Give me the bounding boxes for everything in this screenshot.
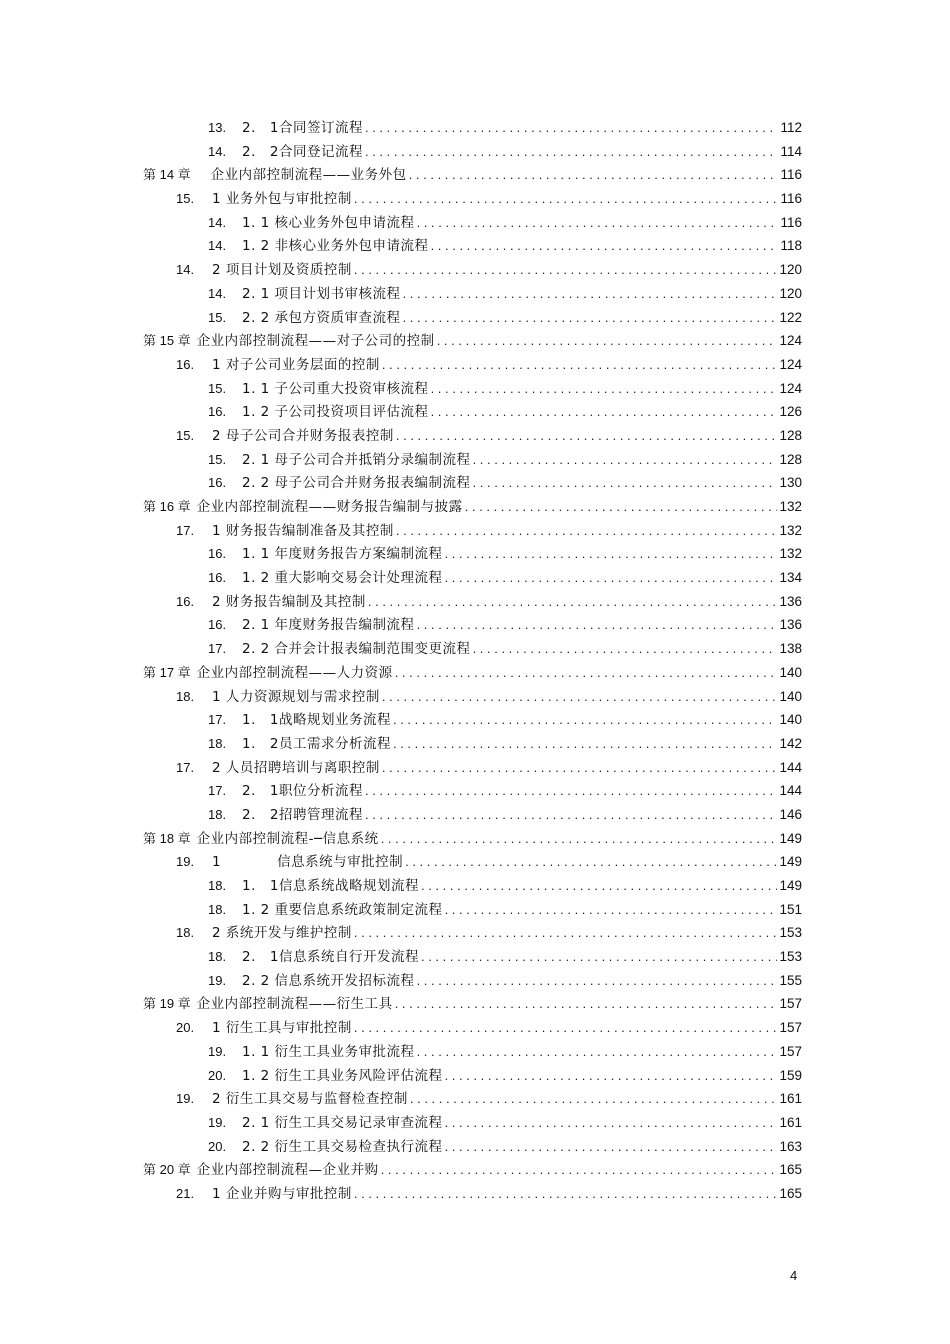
toc-entry-title: 1. 1 子公司重大投资审核流程 — [242, 380, 429, 397]
toc-entry-section[interactable] — [0, 756, 950, 780]
toc-entry-number: 16. — [176, 356, 195, 372]
toc-entry-page: 157 — [779, 1043, 802, 1059]
toc-entry-sub[interactable] — [0, 377, 950, 401]
toc-entry-title: 1. 1 年度财务报告方案编制流程 — [242, 546, 443, 563]
toc-entry-page: 161 — [779, 1114, 802, 1130]
toc-entry-title: 1 业务外包与审批控制 — [212, 191, 352, 208]
toc-entry-title: 1 企业并购与审批控制 — [212, 1185, 352, 1202]
toc-entry-chapter[interactable] — [0, 1158, 950, 1182]
dot-leader — [365, 779, 777, 803]
toc-entry-title: 企业内部控制流程—企业并购 — [196, 1162, 379, 1179]
toc-entry-page: 112 — [780, 120, 802, 135]
dot-leader — [354, 1182, 778, 1206]
dot-leader — [368, 590, 778, 614]
dot-leader — [445, 1111, 778, 1135]
dot-leader — [365, 140, 778, 164]
toc-entry-sub[interactable] — [0, 282, 950, 306]
toc-entry-number: 15. — [208, 309, 227, 325]
toc-entry-title: 1. 2 重要信息系统政策制定流程 — [242, 901, 443, 918]
toc-entry-number: 第 14 章 — [143, 167, 191, 183]
dot-leader — [473, 448, 778, 472]
dot-leader — [417, 969, 778, 993]
toc-entry-sub[interactable] — [0, 969, 950, 993]
toc-entry-number: 19. — [208, 1043, 227, 1059]
toc-entry-section[interactable] — [0, 258, 950, 282]
toc-entry-sub[interactable] — [0, 732, 950, 756]
dot-leader — [381, 1158, 778, 1182]
toc-entry-title: 企业内部控制流程——业务外包 — [196, 167, 407, 184]
toc-entry-page: 116 — [780, 167, 802, 183]
toc-entry-number: 15. — [176, 191, 195, 207]
toc-entry-page: 136 — [779, 617, 802, 633]
dot-leader — [431, 377, 778, 401]
dot-leader — [431, 400, 778, 424]
toc-entry-page: 140 — [779, 688, 802, 704]
toc-entry-title: 2 系统开发与维护控制 — [212, 925, 352, 942]
dot-leader — [396, 519, 778, 543]
toc-entry-number: 16. — [208, 617, 227, 633]
toc-entry-number: 13. — [208, 120, 227, 135]
dot-leader — [354, 187, 779, 211]
toc-entry-title: 1. 2 非核心业务外包申请流程 — [242, 238, 429, 255]
toc-entry-title: 企业内部控制流程——衍生工具 — [196, 996, 393, 1013]
toc-entry-title: 2. 1 项目计划书审核流程 — [242, 285, 401, 302]
dot-leader — [421, 874, 777, 898]
toc-entry-title: 2 财务报告编制及其控制 — [212, 593, 366, 610]
toc-entry-page: 114 — [780, 143, 802, 159]
toc-entry-page: 151 — [779, 901, 802, 917]
toc-entry-title: 2. 2 信息系统开发招标流程 — [242, 972, 415, 989]
toc-entry-title: 1. 2 衍生工具业务风险评估流程 — [242, 1067, 443, 1084]
toc-entry-number: 18. — [208, 901, 227, 917]
toc-entry-page: 149 — [779, 830, 802, 846]
toc-entry-sub[interactable] — [0, 945, 950, 969]
toc-entry-page: 142 — [779, 735, 802, 751]
toc-entry-title: 1 衍生工具与审批控制 — [212, 1020, 352, 1037]
dot-leader — [421, 945, 777, 969]
toc-entry-sub[interactable] — [0, 306, 950, 330]
toc-entry-title: 1 信息系统与审批控制 — [212, 854, 404, 871]
toc-entry-number: 20. — [208, 1067, 227, 1083]
toc-entry-page: 159 — [779, 1067, 802, 1083]
toc-entry-title: 1. 2员工需求分析流程 — [242, 735, 391, 752]
toc-entry-page: 149 — [779, 878, 802, 893]
toc-entry-number: 第 19 章 — [143, 996, 191, 1012]
toc-entry-section[interactable] — [0, 685, 950, 709]
toc-entry-number: 16. — [208, 546, 227, 562]
toc-entry-page: 153 — [779, 949, 802, 965]
toc-entry-page: 128 — [779, 427, 802, 443]
dot-leader — [417, 1040, 778, 1064]
toc-entry-number: 17. — [208, 712, 227, 728]
toc-entry-number: 17. — [176, 759, 195, 775]
toc-entry-number: 19. — [208, 1114, 227, 1130]
dot-leader — [395, 661, 778, 685]
toc-entry-page: 132 — [779, 522, 802, 538]
toc-entry-number: 16. — [208, 475, 227, 491]
toc-entry-sub[interactable] — [0, 779, 950, 803]
toc-entry-sub[interactable] — [0, 874, 950, 898]
toc-entry-sub[interactable] — [0, 637, 950, 661]
toc-entry-page: 122 — [779, 309, 802, 325]
toc-entry-page: 165 — [779, 1162, 802, 1178]
dot-leader — [409, 163, 779, 187]
dot-leader — [403, 306, 778, 330]
toc-entry-chapter[interactable] — [0, 661, 950, 685]
toc-entry-title: 2. 2 母子公司合并财务报表编制流程 — [242, 475, 471, 492]
toc-entry-page: 138 — [779, 641, 802, 657]
toc-entry-title: 2. 2 承包方资质审查流程 — [242, 309, 401, 326]
toc-entry-title: 2 项目计划及资质控制 — [212, 262, 352, 279]
toc-entry-number: 18. — [176, 925, 195, 941]
toc-entry-number: 18. — [208, 949, 227, 965]
toc-entry-page: 124 — [779, 333, 802, 349]
toc-entry-title: 2. 1 衍生工具交易记录审查流程 — [242, 1114, 443, 1131]
toc-entry-number: 第 18 章 — [143, 830, 191, 846]
toc-entry-number: 第 20 章 — [143, 1162, 191, 1178]
toc-entry-section[interactable] — [0, 424, 950, 448]
toc-entry-title: 2. 2 合并会计报表编制范围变更流程 — [242, 641, 471, 658]
dot-leader — [417, 613, 778, 637]
toc-entry-title: 1 人力资源规划与需求控制 — [212, 688, 380, 705]
toc-entry-number: 20. — [176, 1020, 195, 1036]
toc-entry-number: 14. — [208, 214, 227, 230]
toc-entry-page: 144 — [779, 783, 802, 799]
dot-leader — [382, 353, 778, 377]
toc-entry-page: 134 — [779, 570, 802, 586]
toc-entry-title: 1 对子公司业务层面的控制 — [212, 356, 380, 373]
toc-entry-chapter[interactable] — [0, 329, 950, 353]
toc-entry-title: 2 母子公司合并财务报表控制 — [212, 427, 394, 444]
toc-entry-page: 132 — [779, 499, 802, 514]
toc-entry-title: 2. 1信息系统自行开发流程 — [242, 949, 419, 966]
toc-entry-title: 2. 2招聘管理流程 — [242, 806, 363, 823]
dot-leader — [393, 732, 777, 756]
dot-leader — [437, 329, 778, 353]
dot-leader — [410, 1087, 778, 1111]
dot-leader — [431, 234, 779, 258]
dot-leader — [465, 495, 778, 519]
toc-entry-page: 120 — [779, 285, 802, 301]
toc-entry-sub[interactable] — [0, 1111, 950, 1135]
toc-entry-title: 企业内部控制流程——财务报告编制与披露 — [196, 499, 463, 515]
toc-entry-page: 146 — [779, 806, 802, 822]
toc-entry-sub[interactable] — [0, 400, 950, 424]
toc-entry-number: 17. — [208, 641, 227, 657]
toc-entry-page: 144 — [779, 759, 802, 775]
dot-leader — [473, 471, 778, 495]
toc-entry-page: 130 — [779, 475, 802, 491]
dot-leader — [445, 566, 778, 590]
toc-entry-number: 21. — [176, 1185, 195, 1201]
toc-entry-page: 157 — [779, 996, 802, 1012]
toc-entry-number: 20. — [208, 1138, 227, 1154]
toc-entry-title: 1. 1信息系统战略规划流程 — [242, 878, 419, 894]
page-number: 4 — [790, 1268, 798, 1283]
dot-leader — [403, 282, 778, 306]
toc-entry-number: 第 16 章 — [143, 499, 191, 514]
toc-entry-number: 16. — [208, 570, 227, 586]
toc-entry-title: 1. 1 核心业务外包申请流程 — [242, 214, 415, 231]
toc-entry-number: 14. — [208, 238, 227, 254]
dot-leader — [365, 803, 777, 827]
toc-entry-sub[interactable] — [0, 234, 950, 258]
toc-entry-section[interactable] — [0, 519, 950, 543]
toc-entry-chapter[interactable] — [0, 163, 950, 187]
toc-entry-title: 企业内部控制流程——人力资源 — [196, 664, 393, 681]
toc-entry-number: 17. — [176, 522, 195, 538]
toc-entry-number: 19. — [176, 854, 195, 870]
toc-entry-number: 18. — [208, 735, 227, 751]
toc-entry-page: 161 — [779, 1091, 802, 1107]
toc-entry-section[interactable] — [0, 353, 950, 377]
toc-entry-sub[interactable] — [0, 448, 950, 472]
toc-entry-page: 149 — [779, 854, 802, 870]
toc-entry-title: 2. 2 衍生工具交易检查执行流程 — [242, 1138, 443, 1155]
dot-leader — [354, 921, 778, 945]
toc-entry-title: 1. 2 子公司投资项目评估流程 — [242, 404, 429, 421]
toc-entry-title: 企业内部控制流程-─信息系统 — [196, 830, 379, 847]
toc-entry-title: 2. 1 年度财务报告编制流程 — [242, 617, 415, 634]
toc-entry-number: 16. — [208, 404, 227, 420]
toc-entry-section[interactable] — [0, 1087, 950, 1111]
dot-leader — [395, 992, 778, 1016]
toc-entry-page: 132 — [779, 546, 802, 562]
toc-entry-sub[interactable] — [0, 613, 950, 637]
toc-entry-sub[interactable] — [0, 1040, 950, 1064]
toc-entry-page: 128 — [779, 451, 802, 467]
toc-entry-page: 126 — [779, 404, 802, 420]
toc-entry-number: 第 17 章 — [143, 664, 191, 680]
toc-entry-title: 2. 2合同登记流程 — [242, 143, 363, 160]
toc-entry-section[interactable] — [0, 921, 950, 945]
toc-entry-title: 2 衍生工具交易与监督检查控制 — [212, 1091, 408, 1108]
toc-entry-sub[interactable] — [0, 898, 950, 922]
dot-leader — [445, 898, 778, 922]
toc-entry-page: 124 — [779, 356, 802, 372]
toc-entry-page: 118 — [780, 238, 802, 254]
toc-entry-sub[interactable] — [0, 566, 950, 590]
toc-entry-number: 15. — [208, 380, 227, 396]
toc-entry-title: 2. 1合同签订流程 — [242, 120, 363, 136]
toc-entry-title: 2 人员招聘培训与离职控制 — [212, 759, 380, 776]
toc-entry-title: 1. 1战略规划业务流程 — [242, 712, 391, 729]
toc-entry-page: 140 — [779, 712, 802, 728]
toc-entry-section[interactable] — [0, 187, 950, 211]
toc-entry-section[interactable] — [0, 1016, 950, 1040]
dot-leader — [417, 211, 779, 235]
toc-entry-number: 19. — [208, 972, 227, 988]
toc-entry-number: 15. — [208, 451, 227, 467]
dot-leader — [365, 116, 778, 140]
toc-entry-number: 16. — [176, 593, 195, 609]
toc-entry-sub[interactable] — [0, 1135, 950, 1159]
toc-entry-page: 116 — [780, 214, 802, 230]
dot-leader — [354, 258, 778, 282]
dot-leader — [382, 756, 778, 780]
toc-entry-sub[interactable] — [0, 803, 950, 827]
toc-entry-sub[interactable] — [0, 471, 950, 495]
toc-entry-sub[interactable] — [0, 542, 950, 566]
toc-entry-number: 18. — [208, 878, 227, 893]
dot-leader — [445, 542, 778, 566]
dot-leader — [381, 827, 778, 851]
toc-entry-page: 153 — [779, 925, 802, 941]
toc-entry-page: 136 — [779, 593, 802, 609]
toc-entry-section[interactable] — [0, 850, 950, 874]
dot-leader — [473, 637, 778, 661]
toc-entry-sub[interactable] — [0, 708, 950, 732]
dot-leader — [405, 850, 777, 874]
toc-entry-number: 17. — [208, 783, 227, 799]
dot-leader — [382, 685, 778, 709]
toc-entry-page: 120 — [779, 262, 802, 278]
toc-entry-section[interactable] — [0, 1182, 950, 1206]
toc-entry-number: 第 15 章 — [143, 333, 191, 349]
dot-leader — [354, 1016, 778, 1040]
toc-entry-title: 2. 1 母子公司合并抵销分录编制流程 — [242, 451, 471, 468]
toc-entry-sub[interactable] — [0, 116, 950, 140]
toc-entry-sub[interactable] — [0, 211, 950, 235]
toc-entry-page: 124 — [779, 380, 802, 396]
toc-entry-page: 163 — [779, 1138, 802, 1154]
toc-entry-page: 155 — [779, 972, 802, 988]
dot-leader — [396, 424, 778, 448]
dot-leader — [445, 1135, 778, 1159]
toc-entry-number: 14. — [208, 285, 227, 301]
toc-entry-page: 116 — [780, 191, 802, 207]
toc-entry-number: 15. — [176, 427, 195, 443]
toc-entry-number: 14. — [208, 143, 227, 159]
toc-entry-chapter[interactable] — [0, 992, 950, 1016]
toc-entry-number: 18. — [176, 688, 195, 704]
toc-entry-title: 1. 2 重大影响交易会计处理流程 — [242, 570, 443, 587]
toc-entry-page: 140 — [779, 664, 802, 680]
toc-entry-page: 165 — [779, 1185, 802, 1201]
dot-leader — [445, 1064, 778, 1088]
toc-entry-chapter[interactable] — [0, 827, 950, 851]
toc-entry-title: 1 财务报告编制准备及其控制 — [212, 522, 394, 539]
toc-entry-sub[interactable] — [0, 140, 950, 164]
toc-entry-number: 18. — [208, 806, 227, 822]
toc-entry-page: 157 — [779, 1020, 802, 1036]
toc-entry-title: 1. 1 衍生工具业务审批流程 — [242, 1043, 415, 1060]
dot-leader — [393, 708, 777, 732]
toc-entry-chapter[interactable] — [0, 495, 950, 519]
toc-entry-number: 19. — [176, 1091, 195, 1107]
toc-entry-section[interactable] — [0, 590, 950, 614]
table-of-contents — [0, 116, 950, 1206]
toc-entry-title: 2. 1职位分析流程 — [242, 783, 363, 800]
toc-entry-sub[interactable] — [0, 1064, 950, 1088]
toc-entry-number: 14. — [176, 262, 195, 278]
toc-entry-title: 企业内部控制流程——对子公司的控制 — [196, 333, 435, 350]
